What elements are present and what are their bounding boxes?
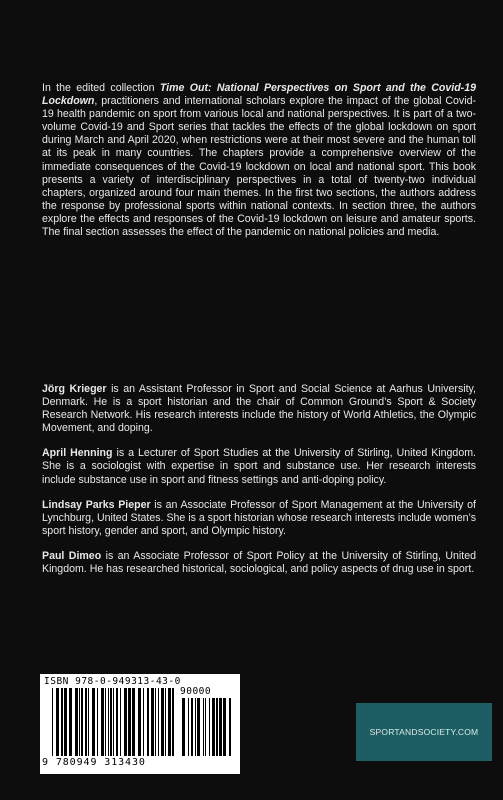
barcode-addon-bars-icon bbox=[182, 698, 234, 756]
description-body: , practitioners and international scholars explore the impact of the global Covid-19 health pandemic on sport from various local and national perspectives. It is part of a two-volume Covid-19 and Sport series that tackles the effects of the global lockdown on sport during March and April 2020, when restrictions were at their most severe and the human toll at its peak in many countries. The chapters provide a comprehensive overview of the immediate consequences of the Covid-19 lockdown on local and national sport. This book presents a variety of interdisciplinary perspectives in a total of twenty-two individual chapters, organized around four main themes. In the first two sections, the authors address the response by professional sports within national contexts. In section three, the authors explore the effects and responses of the Covid-19 lockdown on leisure and amateur sports. The final section assesses the effect of the pandemic on national policies and media. bbox=[42, 95, 476, 239]
author-name: Lindsay Parks Pieper bbox=[42, 498, 151, 511]
book-description bbox=[42, 82, 476, 239]
author-name: Paul Dimeo bbox=[42, 549, 102, 562]
isbn-label: ISBN 978-0-949313-43-0 bbox=[44, 676, 181, 687]
barcode-bars-icon bbox=[52, 688, 174, 756]
website-label: SPORTANDSOCIETY.COM bbox=[369, 727, 479, 737]
author-bio-text: is an Associate Professor of Sport Management at the University of Lynchburg, United States. She is a sport historian whose research interests include women’s sport history, gender and sport, and Olympic history. bbox=[42, 498, 476, 537]
author-name: April Henning bbox=[42, 447, 113, 460]
author-bio-text: is an Associate Professor of Sport Policy at the University of Stirling, United Kingdom. He has researched historical, sociological, and policy aspects of drug use in sport. bbox=[42, 549, 476, 576]
author-bio-text: is a Lecturer of Sport Studies at the University of Stirling, United Kingdom. She is a sociologist with expertise in sport and substance use. Her research interests include substance use in sport and fitness settings and anti-doping policy. bbox=[42, 447, 476, 486]
isbn-barcode bbox=[40, 674, 240, 774]
author-bio bbox=[42, 550, 476, 576]
website-badge bbox=[356, 703, 492, 761]
author-bio bbox=[42, 447, 476, 486]
author-bio-text: is an Assistant Professor in Sport and Social Science at Aarhus University, Denmark. He is a sport historian and the chair of Common Ground’s Sport & Society Research Network. His research interests include the history of World Athletics, the Olympic Movement, and doping. bbox=[42, 383, 476, 435]
price-code: 90000 bbox=[180, 686, 212, 697]
book-title: Time Out: National Perspectives on Sport and the Covid-19 Lockdown bbox=[42, 82, 476, 108]
author-bio bbox=[42, 499, 476, 538]
author-name: Jörg Krieger bbox=[42, 383, 107, 395]
author-bio bbox=[42, 383, 476, 435]
barcode-digits: 9 780949 313430 bbox=[42, 757, 146, 768]
description-intro: In the edited collection bbox=[42, 82, 160, 94]
author-bios bbox=[42, 383, 476, 588]
